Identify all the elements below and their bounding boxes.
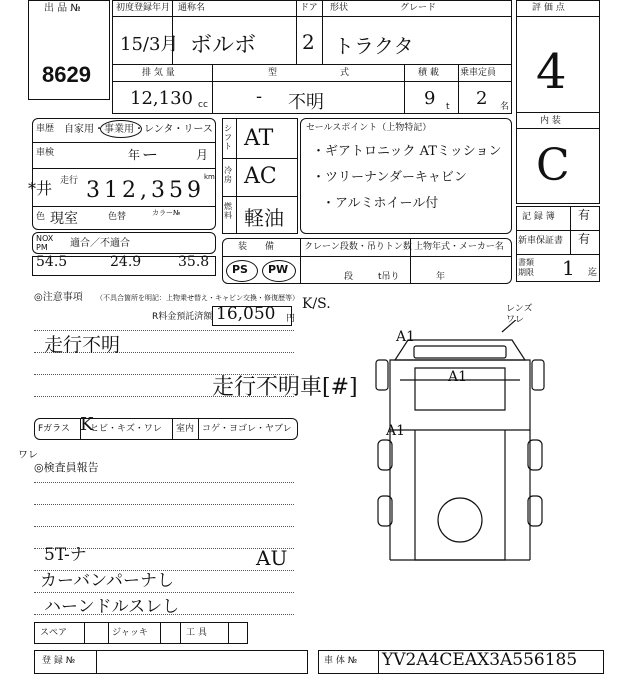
book-value: 1: [562, 256, 575, 280]
score-label: 評 価 点: [532, 3, 565, 13]
fuel-label: 燃料: [224, 202, 232, 220]
lot-label: 出 品 №: [44, 3, 81, 14]
grade-label: グレード: [400, 3, 437, 13]
stage-unit: 段: [344, 272, 354, 282]
usage-options: 自家用・事業用・レンタ・リース: [64, 124, 213, 135]
first-reg-value: 15/3月: [120, 34, 179, 55]
glass-interior-label: 室内: [176, 424, 195, 434]
lamp-note: レンズ ワレ: [506, 304, 533, 325]
shift-label: シフト: [224, 124, 232, 151]
sales-line-2: ・ツリーナンダーキャビン: [312, 170, 467, 185]
inspector-au: AU: [256, 546, 288, 570]
book-label: 書類期限: [518, 258, 534, 277]
inspector-line-2: カーバンパーナし: [40, 571, 174, 591]
color-code-label: カラー№: [152, 209, 181, 217]
inspector-label: ◎検査員報告: [34, 461, 99, 474]
inspection-value: ー: [142, 145, 159, 164]
displacement-unit: cc: [198, 100, 208, 110]
pw-label: PW: [268, 263, 289, 276]
mileage-prefix: *井: [28, 179, 53, 198]
inspection-year: 年: [128, 148, 141, 162]
seats-value: 2: [476, 88, 488, 109]
door-value: 2: [302, 30, 315, 54]
sales-line-1: ・ギアトロニック ATミッション: [312, 144, 502, 159]
upper-label: 上物年式・メーカー名: [414, 242, 504, 252]
diagram-a1-center: A1: [448, 369, 468, 385]
capacity-label: 積 載: [418, 68, 439, 78]
shape-label: 形状: [330, 3, 349, 13]
upper-year-unit: 年: [436, 272, 446, 282]
capacity-value: 9: [424, 88, 436, 109]
date-1: 54.5: [36, 254, 68, 270]
record-label: 記 録 簿: [522, 212, 555, 222]
truck-diagram: [360, 320, 560, 620]
nox-label-top: NOX: [36, 234, 54, 243]
diagram-a1-top-left: A1: [396, 329, 416, 345]
body-label: 車 体 №: [324, 656, 358, 666]
warranty-value: 有: [578, 232, 591, 246]
interior-value: C: [536, 140, 570, 191]
ks-note: K/S.: [302, 296, 331, 312]
name-value: ボルボ: [190, 33, 257, 58]
reg-box: [34, 650, 308, 674]
inspector-line-1: 5T-ナ: [44, 545, 87, 565]
left-mirror: [376, 360, 388, 390]
inspection-label: 車検: [36, 148, 55, 158]
capacity-unit: t: [446, 102, 450, 112]
date-2: 24.9: [110, 254, 142, 270]
book-unit: 迄: [588, 268, 598, 278]
nox-label-bottom: PM: [36, 243, 48, 252]
equipment-label: 装 備: [238, 242, 275, 252]
first-reg-label: 初度登録年月: [116, 3, 171, 13]
type-value: 不明: [288, 92, 324, 113]
mileage-unit: km: [204, 173, 215, 181]
tools-label: 工 具: [186, 628, 207, 638]
date-3: 35.8: [178, 254, 210, 270]
color-change-label: 色替: [108, 212, 127, 222]
name-label: 通称名: [178, 3, 206, 13]
mileage-value: 312,359: [86, 178, 205, 203]
glass-mark-2: ワレ: [18, 450, 38, 461]
ac-value: AC: [244, 164, 277, 189]
shape-value: トラクタ: [334, 34, 414, 58]
handwritten-note-2: 走行不明車[#]: [212, 375, 358, 400]
displacement-value: 12,130: [130, 88, 193, 109]
caution-label: ◎注意事項: [34, 292, 83, 303]
door-label: ドア: [300, 3, 318, 13]
type-label: 式: [340, 68, 350, 78]
diagram-a1-left: A1: [386, 423, 406, 439]
jack-label: ジャッキ: [112, 628, 148, 638]
interior-label: 内 装: [540, 116, 561, 126]
sales-points-label: セールスポイント（上物特記）: [306, 123, 432, 133]
recycle-label: R料金預託済額: [152, 312, 213, 322]
glass-interior-options: コゲ・ヨゴレ・ヤブレ: [202, 424, 292, 434]
fuel-value: 軽油: [244, 206, 284, 230]
reg-label: 登 録 №: [42, 656, 76, 666]
glass-label: Fガラス: [38, 424, 70, 434]
record-value: 有: [578, 208, 591, 222]
crane-label: クレーン段数・吊りトン数: [304, 242, 412, 252]
seats-label: 乗車定員: [460, 68, 497, 78]
lot-number: 8629: [42, 62, 91, 87]
fifth-wheel: [438, 498, 482, 542]
usage-label: 車歴: [36, 124, 55, 134]
recycle-unit: 円: [286, 314, 296, 324]
recycle-value: 16,050: [216, 304, 276, 324]
ps-label: PS: [232, 263, 248, 276]
body-value: YV2A4CEAX3A556185: [382, 650, 578, 670]
ton-unit: t吊り: [378, 272, 400, 282]
shift-value: AT: [244, 126, 274, 151]
seats-unit: 名: [500, 102, 510, 112]
spare-label: スペア: [40, 628, 68, 638]
glass-mark: K: [80, 414, 94, 435]
sales-line-3: ・アルミホイール付: [322, 196, 439, 211]
handwritten-note-1: 走行不明: [44, 334, 121, 356]
warranty-label: 新車保証書: [518, 236, 564, 246]
inspector-line-3: ハーンドルスレし: [44, 597, 180, 617]
mileage-label: 走行: [60, 176, 79, 186]
ac-label: 冷房: [224, 166, 232, 184]
glass-options: ヒビ・キズ・ワレ: [90, 424, 162, 434]
inspection-month: 月: [196, 148, 209, 162]
usage-circle: [100, 120, 142, 138]
nox-text: 適合／不適合: [70, 238, 130, 249]
model-value: -: [256, 86, 263, 107]
right-mirror: [532, 360, 544, 390]
model-label: 型: [268, 68, 278, 78]
displacement-label: 排 気 量: [142, 68, 175, 78]
color-value: 現室: [50, 211, 78, 227]
caution-sub: （不具合箇所を明記：上物乗せ替え・キャビン交換・修復歴等）: [96, 294, 299, 302]
score-value: 4: [536, 44, 567, 100]
color-label: 色: [36, 212, 46, 222]
